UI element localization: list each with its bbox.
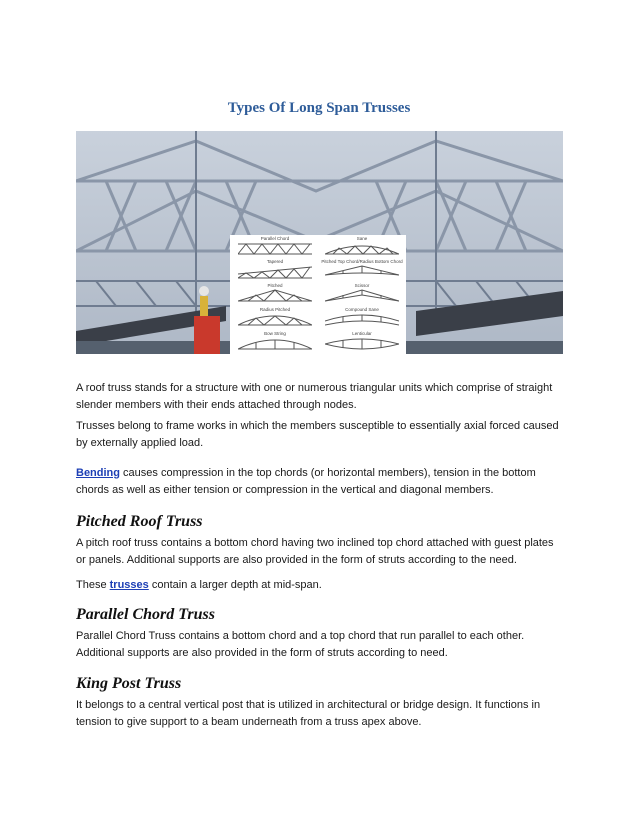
truss-types-chart (230, 235, 406, 354)
lenticular-truss-icon (325, 337, 399, 351)
truss-type-cell (232, 236, 318, 258)
king-post-paragraph-1: It belongs to a central vertical post that is utilized in architectural or bridge design. It functions in tension to give support to a beam underneath from a truss apex above. (76, 699, 541, 728)
truss-type-label: Compound Sane (345, 307, 379, 312)
pitched-roof-paragraph-2 (76, 577, 566, 594)
truss-type-label: Parallel Chord (260, 236, 290, 241)
pitched-roof-paragraph-2-text: contain a larger depth at mid-span. (148, 579, 322, 591)
truss-type-cell (319, 236, 405, 258)
intro-paragraph-3-text: causes compression in the top chords (or horizontal members), tension in the bottom chords as well as either tension or compression in the vertical and diagonal members. (76, 467, 536, 496)
bending-link[interactable]: Bending (76, 467, 120, 479)
truss-type-label: Sane (356, 236, 368, 241)
truss-type-label: Pitched Top Chord/Radius Bottom Chord (321, 259, 403, 264)
pitched-roof-paragraph-1: A pitch roof truss contains a bottom chord having two inclined top chord attached with guest plates or panels. Additional supports are also provided in the form of struts according to the need. (76, 537, 554, 566)
truss-type-label: Scissor (354, 283, 370, 288)
pitched-roof-paragraph-2-prefix: These (76, 579, 110, 591)
scissor-truss-icon (325, 289, 399, 303)
compound-sane-truss-icon (325, 313, 399, 327)
truss-type-cell (232, 283, 318, 305)
intro-paragraph-3 (76, 465, 566, 499)
truss-type-label: Bow String (264, 331, 286, 336)
truss-type-cell (319, 307, 405, 329)
parallel-chord-paragraph-1: Parallel Chord Truss contains a bottom chord and a top chord that run parallel to each other. Additional supports are also provided in the form of struts according to need. (76, 630, 525, 659)
truss-type-label: Pitched (267, 283, 283, 288)
page-title: Types Of Long Span Trusses (227, 100, 411, 116)
pitched-truss-icon (238, 289, 312, 303)
section-heading-king-post-truss: King Post Truss (76, 675, 182, 692)
truss-type-label: Radius Pitched (259, 307, 291, 312)
truss-type-cell (232, 331, 318, 353)
sane-truss-icon (325, 242, 399, 256)
pitched-radius-truss-icon (325, 265, 399, 279)
truss-type-cell (319, 259, 405, 281)
radius-pitched-truss-icon (238, 313, 312, 327)
section-heading-pitched-roof-truss: Pitched Roof Truss (76, 513, 203, 530)
section-heading-parallel-chord-truss: Parallel Chord Truss (76, 606, 215, 623)
bow-string-truss-icon (238, 337, 312, 351)
truss-photo-figure (76, 131, 563, 354)
intro-paragraph-1: A roof truss stands for a structure with one or numerous triangular units which comprise of straight slender members with their ends attached through nodes. (76, 382, 553, 411)
truss-type-label: Lenticular (352, 331, 372, 336)
parallel-chord-truss-icon (238, 242, 312, 256)
truss-type-label: Tapered (266, 259, 284, 264)
truss-type-cell (319, 331, 405, 353)
truss-type-cell (319, 283, 405, 305)
intro-paragraph-2: Trusses belong to frame works in which the members susceptible to essentially axial forced caused by externally applied load. (76, 420, 559, 449)
tapered-truss-icon (238, 265, 312, 279)
trusses-link[interactable]: trusses (109, 579, 149, 591)
truss-type-cell (232, 259, 318, 281)
truss-type-cell (232, 307, 318, 329)
